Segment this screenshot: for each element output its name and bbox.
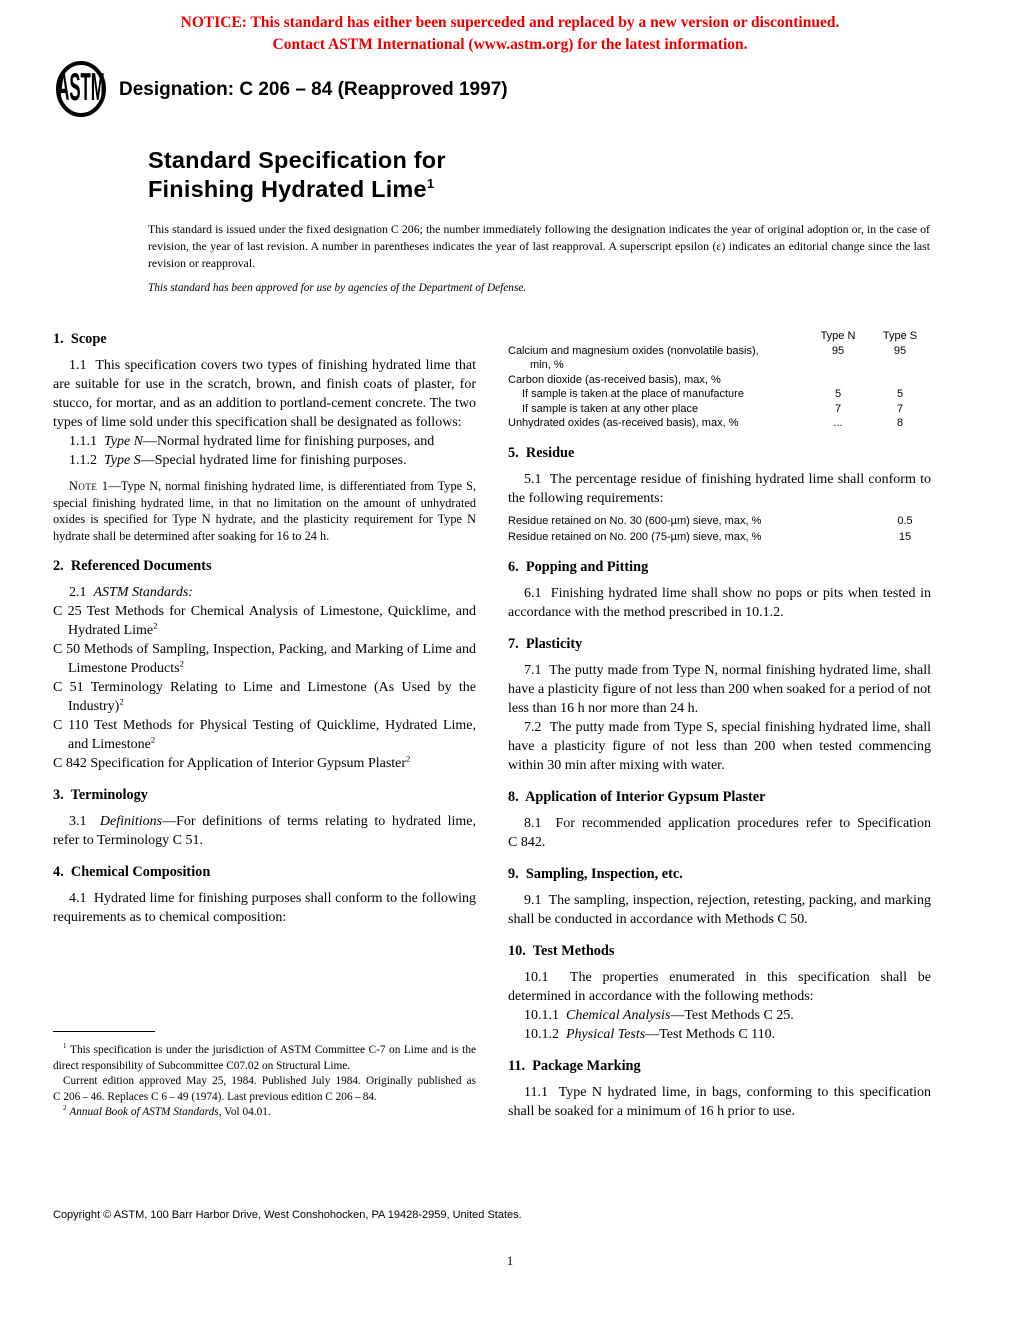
type-s-value: 5 (896, 388, 904, 400)
table-row (508, 513, 931, 529)
page-number: 1 (506, 1253, 514, 1268)
designation-text: Designation: C 206 – 84 (Reapproved 1997) (119, 79, 508, 100)
type-s-value: 8 (896, 417, 904, 429)
notice-line-2: Contact ASTM International (www.astm.org) for the latest information. (272, 36, 748, 53)
svg-text:ASTM: ASTM (57, 66, 105, 110)
header-brand-row (55, 60, 508, 118)
footnote-text: This specification is under the jurisdiction of ASTM Committee C-7 on Lime and is the direct responsibility of Subcommittee C07.02 on Structural Lime. (53, 1044, 476, 1072)
reference-text: C 50 Methods of Sampling, Inspection, Packing, and Marking of Lime and Limestone Products (53, 642, 476, 676)
footnote-2 (53, 1105, 476, 1121)
copyright-line: Copyright © ASTM, 100 Barr Harbor Drive, West Conshohocken, PA 19428-2959, United States. (53, 1209, 522, 1221)
type-s-value: 7 (896, 402, 904, 415)
row-label: Carbon dioxide (as-received basis), max, % (508, 373, 721, 386)
reference-item (53, 716, 476, 754)
title-footnote-marker: 1 (426, 176, 435, 192)
para-6-1: 6.1 Finishing hydrated lime shall show no pops or pits when tested in accordance with the method prescribed in 10.1.2. (508, 585, 931, 620)
type-n-value: ... (833, 417, 843, 429)
row-label: If sample is taken at any other place (522, 402, 699, 415)
astm-standards-label: ASTM Standards: (93, 585, 193, 600)
type-s-column-header: Type S (882, 330, 918, 342)
section-2-heading: 2. Referenced Documents (53, 558, 212, 574)
table-row (508, 373, 931, 388)
note-label: Note 1 (69, 479, 109, 493)
footnote-marker: 2 (150, 734, 156, 745)
section-4-heading: 4. Chemical Composition (53, 864, 211, 880)
type-s-value: 95 (893, 344, 907, 357)
para-text: —Normal hydrated lime for finishing purposes, and (143, 434, 435, 449)
para-10-1-2 (508, 1025, 931, 1044)
title-line-1: Standard Specification for (148, 147, 446, 173)
reference-text: C 51 Terminology Relating to Lime and Limestone (As Used by the Industry) (53, 680, 476, 714)
para-text: —Special hydrated lime for finishing purposes. (140, 453, 407, 468)
footnote-marker: 2 (406, 753, 411, 764)
row-label: Residue retained on No. 200 (75-µm) sieve, max, % (508, 530, 762, 543)
table-row (508, 416, 931, 431)
para-text: —For definitions of terms relating to hydrated lime, refer to Terminology C 51. (53, 814, 477, 848)
title-text: Finishing Hydrated Lime (148, 176, 427, 202)
para-10-1-1 (508, 1006, 931, 1025)
para-8-1: 8.1 For recommended application procedures refer to Specification C 842. (508, 815, 931, 850)
footnote-book-title: Annual Book of ASTM Standards (66, 1106, 219, 1118)
dod-approval-note: This standard has been approved for use by agencies of the Department of Defense. (148, 282, 527, 294)
row-label: Residue retained on No. 30 (600-µm) sieve, max, % (508, 514, 762, 527)
section-6-heading: 6. Popping and Pitting (508, 558, 649, 575)
footnote-separator-rule (53, 1031, 155, 1032)
type-n-column-header: Type N (820, 330, 856, 342)
footnote-marker: 2 (63, 1104, 67, 1113)
section-1-heading: 1. Scope (53, 331, 107, 347)
referenced-documents-list (53, 602, 476, 773)
para-3-1 (53, 812, 476, 850)
footnote-text: , Vol 04.01. (218, 1106, 271, 1118)
reference-text: C 842 Specification for Application of Interior Gypsum Plaster (53, 756, 407, 771)
notice-line-1: NOTICE: This standard has either been superceded and replaced by a new version or discontinued. (180, 14, 840, 31)
para-2-1 (53, 583, 476, 602)
section-8-heading: 8. Application of Interior Gypsum Plaster (508, 788, 766, 805)
chem-table-header-row (508, 329, 931, 344)
document-title (148, 146, 446, 204)
row-label: If sample is taken at the place of manufacture (522, 388, 744, 400)
standard-preamble: This standard is issued under the fixed designation C 206; the number immediately following the designation indicates the year of original adoption or, in the case of revision, the year of last revision. A number in parentheses indicates the year of last reapproval. A superscript epsilon (ε) indicates an editorial change since the last revision or reapproval. (148, 222, 930, 270)
para-7-1: 7.1 The putty made from Type N, normal finishing hydrated lime, shall have a plasticity figure of not less than 200 when soaked for a period of not less than 16 h nor more than 24 h. (508, 662, 931, 716)
two-column-body (53, 327, 931, 1121)
reference-item (53, 602, 476, 640)
type-n-value: 7 (834, 402, 842, 415)
section-7-heading: 7. Plasticity (508, 635, 583, 652)
left-column (53, 327, 476, 1121)
footnote-1-continued: Current edition approved May 25, 1984. Published July 1984. Originally published as C 206 – 46. Replaces C 6 – 49 (1974). Last previous edition C 206 – 84. (53, 1075, 476, 1103)
footnote-marker: 2 (153, 620, 158, 631)
para-number: 10.1.1 (524, 1007, 566, 1023)
note-1 (53, 478, 476, 544)
row-value: 0.5 (897, 514, 913, 527)
para-9-1: 9.1 The sampling, inspection, rejection, retesting, packing, and marking shall be conducted in accordance with Methods C 50. (508, 892, 931, 927)
table-row (508, 402, 931, 417)
row-label-line2: min, % (530, 359, 564, 371)
table-row (508, 529, 931, 545)
row-label-line1: Calcium and magnesium oxides (nonvolatile basis), (508, 344, 759, 357)
para-1-1: 1.1 This specification covers two types of finishing hydrated lime that are suitable for use in the scratch, brown, and finish coats of plaster, for stucco, for mortar, and as an addition to portland-cement concrete. The two types of lime sold under this specification shall be designated as follows: (53, 358, 476, 430)
para-number: 3.1 (69, 814, 100, 829)
table-row (508, 387, 931, 402)
chemical-analysis-term: Chemical Analysis (566, 1007, 671, 1023)
discontinuation-notice (0, 12, 1020, 56)
footnote-marker: 1 (63, 1042, 67, 1051)
para-11-1: 11.1 Type N hydrated lime, in bags, conforming to this specification shall be soaked for a minimum of 16 h prior to use. (508, 1084, 931, 1119)
section-11-heading: 11. Package Marking (508, 1057, 641, 1074)
residue-table (508, 513, 931, 545)
section-10-heading: 10. Test Methods (508, 942, 615, 959)
type-n-value: 95 (831, 344, 845, 357)
footnotes-block (53, 1031, 476, 1121)
table-row (508, 344, 931, 373)
para-number: 1.1.2 (69, 453, 104, 468)
reference-text: C 25 Test Methods for Chemical Analysis of Limestone, Quicklime, and Hydrated Lime (53, 604, 476, 638)
right-column (508, 327, 931, 1121)
footnote-marker: 2 (179, 658, 184, 669)
definitions-term: Definitions (99, 814, 163, 829)
para-1-1-1 (53, 432, 476, 451)
note-text: —Type N, normal finishing hydrated lime, is differentiated from Type S, special finishing hydrated lime, in that no limitation on the amount of unhydrated oxides is specified for Type N hydrate, and the plasticity requirement for Type N hydrate shall be determined after soaking for 16 to 24 h. (53, 479, 476, 543)
para-10-1: 10.1 The properties enumerated in this specification shall be determined in accordance with the following methods: (508, 969, 931, 1004)
astm-logo-icon (55, 60, 107, 118)
para-text: —Test Methods C 110. (645, 1026, 776, 1042)
footnote-marker: 2 (119, 696, 124, 707)
physical-tests-term: Physical Tests (566, 1026, 646, 1042)
type-n-value: 5 (834, 388, 842, 400)
type-s-term: Type S (104, 453, 141, 468)
row-value: 15 (898, 530, 912, 543)
footnote-1 (53, 1043, 476, 1074)
reference-item (53, 678, 476, 716)
para-number: 2.1 (69, 585, 94, 600)
row-label: Unhydrated oxides (as-received basis), max, % (508, 417, 739, 429)
reference-item (53, 754, 476, 773)
para-5-1: 5.1 The percentage residue of finishing hydrated lime shall conform to the following requirements: (508, 471, 931, 506)
type-n-term: Type N (104, 434, 144, 449)
para-4-1: 4.1 Hydrated lime for finishing purposes shall conform to the following requirements as to chemical composition: (53, 891, 476, 925)
title-line-2 (148, 175, 446, 204)
section-5-heading: 5. Residue (508, 444, 575, 461)
para-number: 10.1.2 (524, 1026, 566, 1042)
para-7-2: 7.2 The putty made from Type S, special finishing hydrated lime, shall have a plasticity figure of not less than 200 when tested commencing within 30 min after mixing with water. (508, 719, 931, 773)
para-1-1-2 (53, 451, 476, 470)
row-label (508, 344, 807, 373)
section-9-heading: 9. Sampling, Inspection, etc. (508, 865, 683, 882)
para-number: 1.1.1 (69, 434, 104, 449)
reference-text: C 110 Test Methods for Physical Testing of Quicklime, Hydrated Lime, and Limestone (53, 718, 476, 752)
chemical-composition-table (508, 329, 931, 431)
para-text: —Test Methods C 25. (670, 1007, 794, 1023)
section-3-heading: 3. Terminology (53, 787, 148, 803)
reference-item (53, 640, 476, 678)
